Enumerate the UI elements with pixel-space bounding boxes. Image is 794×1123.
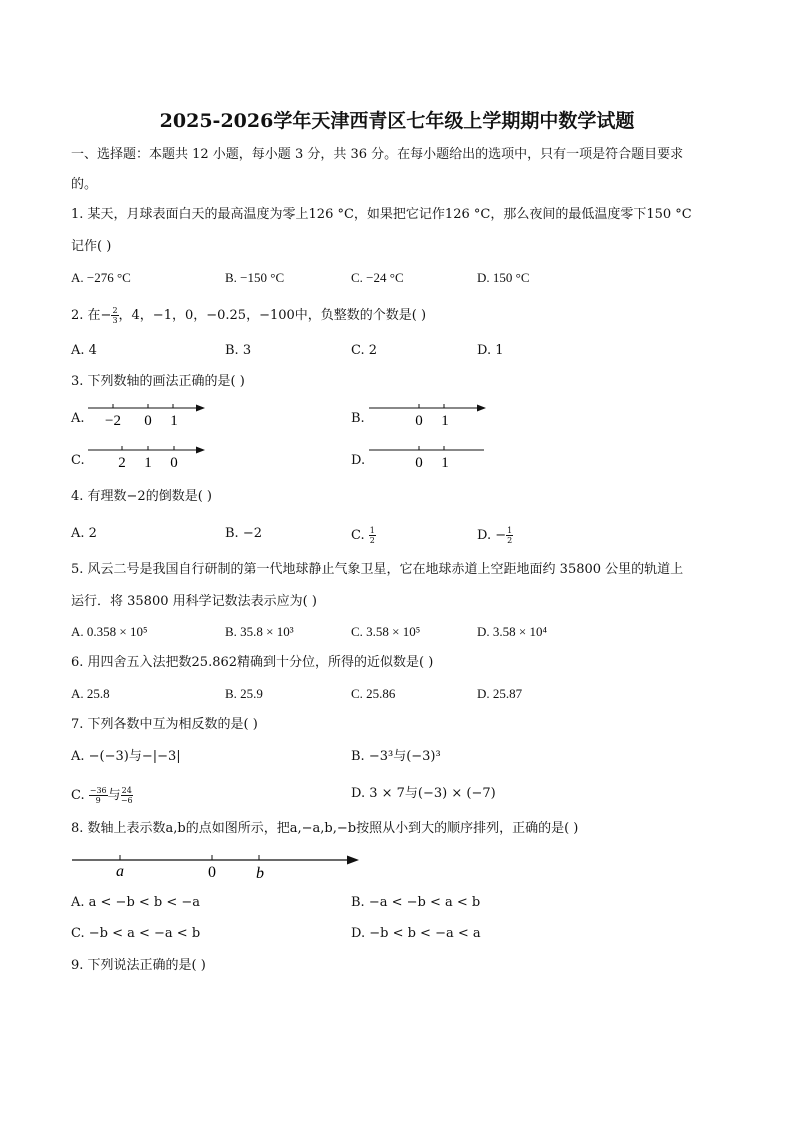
q4-c-fraction <box>369 526 376 545</box>
q2-stem <box>71 306 426 325</box>
q3c-label-2: 1 <box>144 455 152 471</box>
q5-stem: 5. 风云二号是我国自行研制的第一代地球静止气象卫星，它在地球赤道上空距地面约 35800 公里的轨道上 <box>71 562 684 577</box>
q3-option-c: C. <box>71 453 85 468</box>
q1-stem-cont: 记作( ) <box>71 239 112 254</box>
q4-c-num: 1 <box>369 526 375 535</box>
q5-option-c: C. 3.58 × 10⁵ <box>351 624 421 639</box>
q7-c-fraction-1 <box>89 786 108 805</box>
q2-fraction <box>111 306 118 325</box>
q2-frac-den: 3 <box>112 316 118 325</box>
q8-option-c: C. −b < a < −a < b <box>71 926 201 941</box>
q5-option-d: D. 3.58 × 10⁴ <box>477 624 548 639</box>
q2-option-c: C. 2 <box>351 343 378 358</box>
q2-option-a: A. 4 <box>71 343 97 358</box>
q8-number-line <box>70 850 370 886</box>
q7-c-fraction-2 <box>121 786 133 805</box>
q6-stem: 6. 用四舍五入法把数25.862精确到十分位，所得的近似数是( ) <box>71 655 434 670</box>
q8-label-b: b <box>256 865 264 882</box>
page-title: 2025-2026学年天津西青区七年级上学期期中数学试题 <box>159 110 635 132</box>
q4-d-prefix: D. − <box>477 528 507 543</box>
q7-c-den1: 9 <box>95 796 101 805</box>
q5-option-b: B. 35.8 × 10³ <box>225 624 294 639</box>
q4-c-den: 2 <box>369 536 375 545</box>
q3-option-b: B. <box>351 411 365 426</box>
q7-option-b: B. −3³与(−3)³ <box>351 749 441 764</box>
q3b-label-1: 0 <box>415 413 423 429</box>
q1-option-d: D. 150 °C <box>477 270 530 285</box>
q9-stem: 9. 下列说法正确的是( ) <box>71 958 206 973</box>
q7-c-num2: 24 <box>121 786 132 795</box>
q7-c-mid: 与 <box>107 788 121 803</box>
q4-d-num: 1 <box>507 526 513 535</box>
q3c-label-3: 0 <box>170 455 178 471</box>
q7-option-a: A. −(−3)与−|−3| <box>71 749 181 764</box>
q4-c-prefix: C. <box>351 528 369 543</box>
q7-stem: 7. 下列各数中互为相反数的是( ) <box>71 717 258 732</box>
q4-option-a: A. 2 <box>71 526 97 541</box>
q4-stem: 4. 有理数−2的倒数是( ) <box>71 489 212 504</box>
q3-option-d: D. <box>351 453 366 468</box>
q8-label-zero: 0 <box>208 864 216 881</box>
q8-stem: 8. 数轴上表示数a,b的点如图所示，把a,−a,b,−b按照从小到大的顺序排列，正确的是( ) <box>71 821 579 836</box>
q3a-label-1: −2 <box>105 413 121 429</box>
q8-option-b: B. −a < −b < a < b <box>351 895 481 910</box>
q1-stem: 1. 某天，月球表面白天的最高温度为零上126 °C，如果把它记作126 °C，那么夜间的最低温度零下150 °C <box>71 207 692 222</box>
q4-option-c <box>351 526 376 545</box>
q3b-label-2: 1 <box>441 413 449 429</box>
q1-option-c: C. −24 °C <box>351 270 404 285</box>
q7-option-d: D. 3 × 7与(−3) × (−7) <box>351 786 496 801</box>
q8-option-a: A. a < −b < b < −a <box>71 895 201 910</box>
q3-stem: 3. 下列数轴的画法正确的是( ) <box>71 374 245 389</box>
q8-label-a: a <box>116 863 124 880</box>
section-instructions-cont: 的。 <box>71 177 98 192</box>
q4-option-b: B. −2 <box>225 526 262 541</box>
q6-option-b: B. 25.9 <box>225 686 263 701</box>
q3-number-line-c <box>85 442 210 472</box>
q3-number-line-a <box>85 400 210 430</box>
q3-number-line-b <box>366 400 491 430</box>
q7-c-den2: −6 <box>120 796 133 805</box>
q6-option-d: D. 25.87 <box>477 686 523 701</box>
q3d-label-2: 1 <box>441 455 449 471</box>
q8-option-d: D. −b < b < −a < a <box>351 926 481 941</box>
q7-option-c <box>71 786 133 805</box>
q2-option-d: D. 1 <box>477 343 504 358</box>
q3-option-a: A. <box>71 411 85 426</box>
q4-d-fraction <box>506 526 513 545</box>
q5-option-a: A. 0.358 × 10⁵ <box>71 624 148 639</box>
q3a-label-3: 1 <box>170 413 178 429</box>
q3a-label-2: 0 <box>144 413 152 429</box>
section-instructions: 一、选择题：本题共 12 小题，每小题 3 分，共 36 分。在每小题给出的选项中，只有一项是符合题目要求 <box>71 147 684 162</box>
q2-stem-prefix: 2. 在− <box>71 308 112 323</box>
q2-frac-num: 2 <box>112 306 118 315</box>
q5-stem-cont: 运行．将 35800 用科学记数法表示应为( ) <box>71 594 317 609</box>
q2-stem-suffix: ，4，−1，0，−0.25，−100中，负整数的个数是( ) <box>118 308 427 323</box>
q2-option-b: B. 3 <box>225 343 252 358</box>
q6-option-c: C. 25.86 <box>351 686 396 701</box>
q7-c-prefix: C. <box>71 788 89 803</box>
q4-d-den: 2 <box>507 536 513 545</box>
q4-option-d <box>477 526 513 545</box>
q7-c-num1: −36 <box>89 786 107 795</box>
q1-option-a: A. −276 °C <box>71 270 131 285</box>
q6-option-a: A. 25.8 <box>71 686 110 701</box>
q3c-label-1: 2 <box>118 455 126 471</box>
q1-option-b: B. −150 °C <box>225 270 285 285</box>
q3-number-line-d <box>366 442 491 472</box>
q3d-label-1: 0 <box>415 455 423 471</box>
